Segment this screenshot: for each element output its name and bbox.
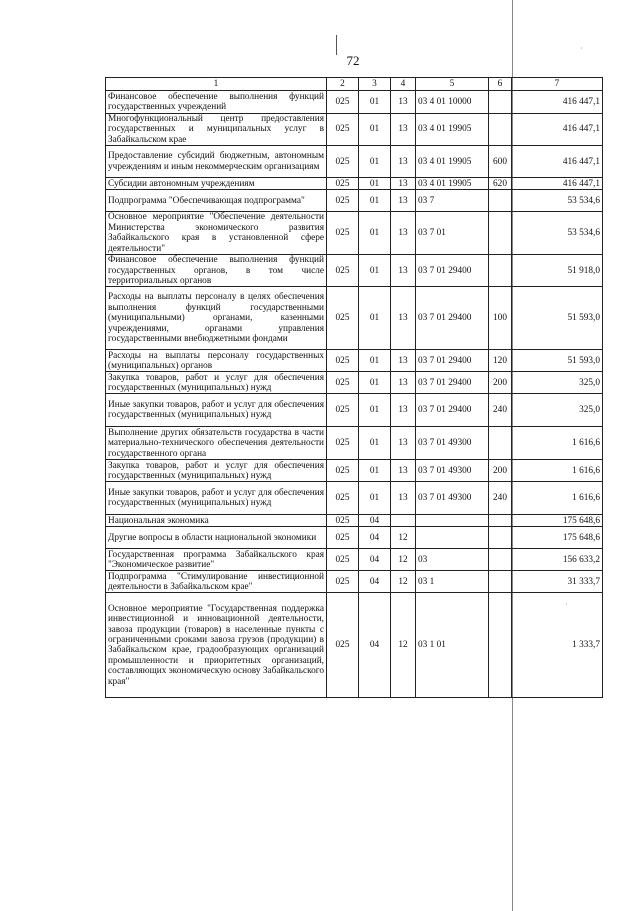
row-rz-code: 04 [359,549,391,571]
row-pr-code [391,515,416,527]
row-rz-code: 04 [359,527,391,549]
row-pr-code: 13 [391,394,416,427]
row-ved-code: 025 [327,394,359,427]
row-ved-code: 025 [327,482,359,515]
row-vr-code: 240 [489,394,512,427]
row-amount: 1 616,6 [512,427,603,460]
row-amount: 31 333,7 [512,571,603,593]
row-rz-code: 01 [359,212,391,255]
row-rz-code: 01 [359,394,391,427]
row-pr-code: 12 [391,593,416,698]
row-pr-code: 13 [391,146,416,178]
row-ved-code: 025 [327,287,359,350]
row-ved-code: 025 [327,350,359,372]
row-vr-code: 200 [489,372,512,394]
row-vr-code [489,593,512,698]
row-description: Национальная экономика [106,515,327,527]
row-amount: 416 447,1 [512,178,603,190]
row-vr-code: 120 [489,350,512,372]
row-csr-code: 03 [416,549,489,571]
row-pr-code: 13 [391,287,416,350]
row-amount: 1 616,6 [512,460,603,482]
row-vr-code [489,190,512,212]
row-rz-code: 01 [359,287,391,350]
table-row [106,146,603,178]
row-csr-code: 03 7 01 29400 [416,372,489,394]
row-csr-code: 03 7 01 [416,212,489,255]
row-description: Предоставление субсидий бюджетным, автономным учреждениям и иным некоммерческим организациям [106,146,327,178]
row-ved-code: 025 [327,255,359,287]
budget-table [105,77,603,698]
row-vr-code [489,527,512,549]
row-csr-code: 03 1 [416,571,489,593]
row-pr-code: 12 [391,571,416,593]
row-description: Субсидии автономным учреждениям [106,178,327,190]
row-description: Другие вопросы в области национальной экономики [106,527,327,549]
row-csr-code: 03 7 01 49300 [416,427,489,460]
row-vr-code [489,515,512,527]
table-row [106,482,603,515]
row-description: Государственная программа Забайкальского края "Экономическое развитие" [106,549,327,571]
row-csr-code: 03 7 01 49300 [416,460,489,482]
col-header-name: 1 [106,78,327,91]
row-csr-code: 03 4 01 10000 [416,91,489,114]
row-rz-code: 01 [359,255,391,287]
row-rz-code: 01 [359,427,391,460]
row-pr-code: 12 [391,527,416,549]
row-rz-code: 01 [359,91,391,114]
row-description: Расходы на выплаты персоналу в целях обеспечения выполнения функций государственными (муниципальными) органами, казенными учреждениями, органами управления государственными внебюджетными фондами [106,287,327,350]
table-row [106,394,603,427]
row-vr-code [489,549,512,571]
row-description: Финансовое обеспечение выполнения функций государственных учреждений [106,91,327,114]
row-amount: 325,0 [512,372,603,394]
table-row [106,255,603,287]
row-rz-code: 01 [359,114,391,146]
row-vr-code [489,255,512,287]
row-csr-code [416,527,489,549]
row-ved-code: 025 [327,178,359,190]
page-number: 72 [346,53,360,68]
row-description: Основное мероприятие "Государственная поддержка инвестиционной и инновационной деятельности, завоза продукции (товаров) в населенные пункты с ограниченными сроками завоза грузов (продукции) в Забайкальском крае, градообразующих организаций промышленности и приоритетных организаций, составляющих экономическую основу Забайкальского края" [106,593,327,698]
row-pr-code: 13 [391,460,416,482]
row-vr-code [489,114,512,146]
row-csr-code: 03 4 01 19905 [416,146,489,178]
row-description: Подпрограмма "Обеспечивающая подпрограмма" [106,190,327,212]
row-ved-code: 025 [327,91,359,114]
row-csr-code: 03 7 01 29400 [416,255,489,287]
row-pr-code: 13 [391,212,416,255]
col-header-vr: 6 [489,78,512,91]
row-amount: 156 633,2 [512,549,603,571]
row-ved-code: 025 [327,593,359,698]
scan-speck: · [580,44,583,53]
row-pr-code: 13 [391,255,416,287]
row-ved-code: 025 [327,427,359,460]
col-header-csr: 5 [416,78,489,91]
row-amount: 51 918,0 [512,255,603,287]
row-ved-code: 025 [327,549,359,571]
col-header-ved: 2 [327,78,359,91]
row-amount: 51 593,0 [512,350,603,372]
row-pr-code: 13 [391,427,416,460]
row-vr-code: 600 [489,146,512,178]
table-row [106,372,603,394]
row-description: Иные закупки товаров, работ и услуг для обеспечения государственных (муниципальных) нужд [106,482,327,515]
row-pr-code: 13 [391,482,416,515]
row-csr-code: 03 7 [416,190,489,212]
row-description: Многофункциональный центр предоставления государственных и муниципальных услуг в Забайкальском крае [106,114,327,146]
table-row [106,527,603,549]
table-row [106,287,603,350]
table-row [106,91,603,114]
row-amount: 175 648,6 [512,527,603,549]
row-amount: 416 447,1 [512,146,603,178]
row-pr-code: 13 [391,372,416,394]
row-pr-code: 13 [391,114,416,146]
row-ved-code: 025 [327,212,359,255]
row-description: Основное мероприятие "Обеспечение деятельности Министерства экономического развития Забайкальского края в установленной сфере деятельности" [106,212,327,255]
row-rz-code: 04 [359,571,391,593]
table-row [106,212,603,255]
table-row [106,190,603,212]
col-header-pr: 4 [391,78,416,91]
row-amount: 416 447,1 [512,114,603,146]
row-rz-code: 01 [359,178,391,190]
row-amount: 53 534,6 [512,190,603,212]
row-rz-code: 01 [359,460,391,482]
scan-line-left [336,35,337,55]
row-rz-code: 01 [359,482,391,515]
table-row [106,571,603,593]
row-pr-code: 12 [391,549,416,571]
table-row [106,427,603,460]
row-amount: 1 333,7 [512,593,603,698]
row-description: Расходы на выплаты персоналу государственных (муниципальных) органов [106,350,327,372]
row-csr-code: 03 4 01 19905 [416,114,489,146]
row-ved-code: 025 [327,571,359,593]
row-pr-code: 13 [391,350,416,372]
row-rz-code: 04 [359,515,391,527]
row-ved-code: 025 [327,460,359,482]
col-header-sum: 7 [512,78,603,91]
row-csr-code: 03 1 01 [416,593,489,698]
row-amount: 53 534,6 [512,212,603,255]
row-amount: 1 616,6 [512,482,603,515]
table-body [106,91,603,698]
row-vr-code [489,427,512,460]
row-csr-code: 03 7 01 49300 [416,482,489,515]
row-ved-code: 025 [327,114,359,146]
row-rz-code: 01 [359,350,391,372]
row-pr-code: 13 [391,91,416,114]
row-pr-code: 13 [391,190,416,212]
row-rz-code: 01 [359,372,391,394]
row-vr-code [489,571,512,593]
row-description: Подпрограмма "Стимулирование инвестиционной деятельности в Забайкальском крае" [106,571,327,593]
row-amount: 175 648,6 [512,515,603,527]
row-amount: 416 447,1 [512,91,603,114]
row-vr-code [489,91,512,114]
row-pr-code: 13 [391,178,416,190]
row-csr-code: 03 7 01 29400 [416,394,489,427]
table-row [106,350,603,372]
row-ved-code: 025 [327,515,359,527]
row-vr-code: 100 [489,287,512,350]
row-description: Закупка товаров, работ и услуг для обеспечения государственных (муниципальных) нужд [106,372,327,394]
table-row [106,549,603,571]
row-vr-code: 200 [489,460,512,482]
table-row [106,515,603,527]
table-row [106,593,603,698]
row-description: Закупка товаров, работ и услуг для обеспечения государственных (муниципальных) нужд [106,460,327,482]
row-amount: 51 593,0 [512,287,603,350]
scan-speck: · [565,600,568,609]
row-ved-code: 025 [327,527,359,549]
table-row [106,460,603,482]
row-ved-code: 025 [327,146,359,178]
table-row [106,114,603,146]
row-description: Финансовое обеспечение выполнения функций государственных органов, в том числе территориальных органов [106,255,327,287]
row-csr-code: 03 7 01 29400 [416,287,489,350]
row-csr-code: 03 4 01 19905 [416,178,489,190]
row-description: Выполнение других обязательств государства в части материально-технического обеспечения деятельности государственного органа [106,427,327,460]
table-row [106,178,603,190]
row-ved-code: 025 [327,190,359,212]
row-vr-code: 620 [489,178,512,190]
header-row [106,78,603,91]
col-header-rz: 3 [359,78,391,91]
row-rz-code: 01 [359,190,391,212]
row-csr-code: 03 7 01 29400 [416,350,489,372]
row-description: Иные закупки товаров, работ и услуг для обеспечения государственных (муниципальных) нужд [106,394,327,427]
row-ved-code: 025 [327,372,359,394]
row-amount: 325,0 [512,394,603,427]
row-vr-code: 240 [489,482,512,515]
row-vr-code [489,212,512,255]
row-rz-code: 04 [359,593,391,698]
row-rz-code: 01 [359,146,391,178]
row-csr-code [416,515,489,527]
